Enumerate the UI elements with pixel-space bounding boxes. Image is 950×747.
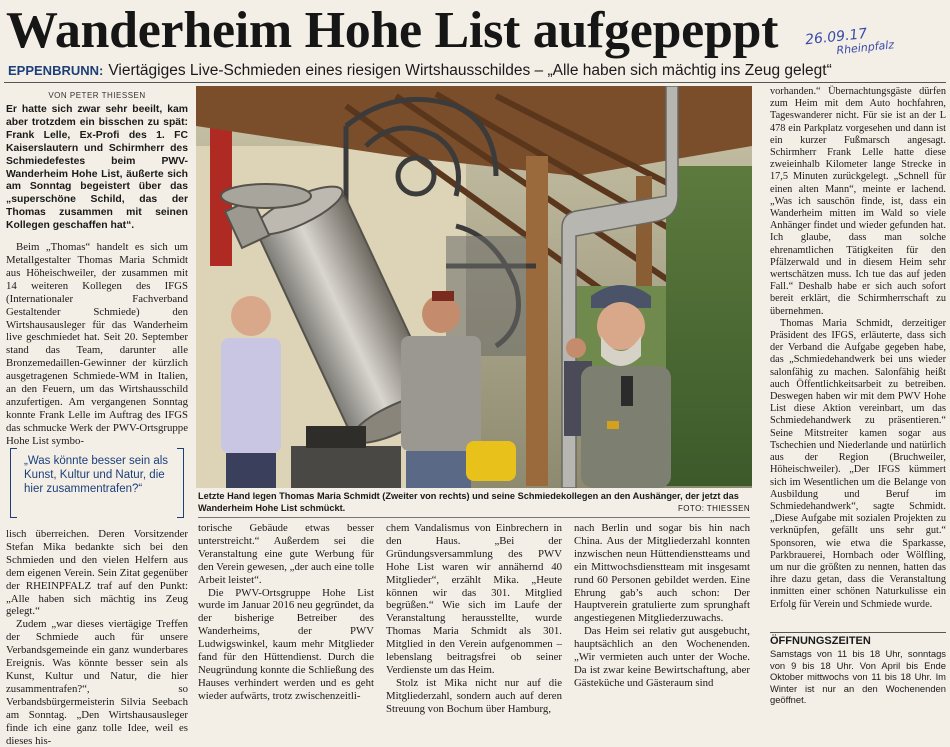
- paragraph: Zudem „war dieses viertägige Treffen der Schmiede auch für unsere Verbandsgemeinde ein ganz wunderbares Ereignis. Was könnte besser sein als Kunst, Kultur und Natur, die hier zusammentrafen?“, so Verbandsbürgermeisterin Silvia Seebach am Sonntag. „Den Wirtshausausleger finde ich eine ganz tolle Idee, weil es dieses his-: [6, 618, 188, 747]
- handwritten-source: Rheinpfalz: [835, 38, 895, 58]
- column-3: [386, 522, 562, 716]
- header-rule: [4, 82, 946, 83]
- headline: Wanderheim Hohe List aufgepeppt: [6, 2, 779, 59]
- quote-bracket-right: [177, 448, 184, 518]
- paragraph: Stolz ist Mika nicht nur auf die Mitgliederzahl, sondern auch auf deren Streuung von Bochum über Hamburg,: [386, 676, 562, 715]
- photo-credit: FOTO: THIESSEN: [678, 503, 750, 513]
- column-4: [574, 522, 750, 690]
- paragraph: Thomas Maria Schmidt, derzeitiger Präsident des IFGS, erläuterte, dass sich der Verband die Aufgabe gegeben habe, das „Schmiedehandwerk bei uns wieder salonfähig zu machen. Salonfähig heißt auch Öffentlichkeitsarbeit zu betreiben. Deswegen haben wir mit dem PWV Hohe List diese Aktion vereinbart, um das Schmiedehandwerk zu präsentieren.“ Seine Mitstreiter kamen sogar aus Tschechien und Niederlande und natürlich aus der Region (Bruchweiler, Höheischweiler). „Der IFGS kümmert sich im Wesentlichen um die Belange von Ausbildung und Beruf im Schmiedehandwerk“, sagte Schmidt. „Diese Aufgabe mit sozialen Projekten zu verknüpfen, gefällt uns sehr gut.“ Sponsoren, wie etwa die Sparkasse, Parkbrauerei, Hornbach oder Wölfling, um nur die größten zu nennen, hatten das ihre dazu getan, dass die Veranstaltung inmitten einer schönen Naturkulisse ein Erfolg für Verein und Schmiede wurde.: [770, 317, 946, 610]
- handwritten-date: 26.09.17: [804, 25, 869, 49]
- paragraph: nach Berlin und sogar bis hin nach China. Aus der Mitgliederzahl konnten inzwischen neun Hüttendienstteams und ein Mittwochsdienstteam mit insgesamt rund 60 Personen gebildet werden. Eine Ehrung gab’s auch schon: Der Hauptverein gratulierte zum sprunghaft angestiegenen Mitgliederzuwachs.: [574, 522, 750, 625]
- caption-rule: [198, 517, 750, 518]
- paragraph: Das Heim sei relativ gut ausgebucht, hauptsächlich an den Wochenenden. „Wir vermieten auch unter der Woche. Da ist zwar keine Bewirtschaftung, aber Gästeküche und Gästeraum sind: [574, 625, 750, 689]
- pull-quote-text: „Was könnte besser sein als Kunst, Kultur und Natur, die hier zusammentrafen?“: [24, 455, 169, 495]
- pull-quote: [6, 448, 188, 520]
- article-photo: [196, 86, 752, 488]
- column-1-bottom: [6, 528, 188, 747]
- byline: VON PETER THIESSEN: [48, 91, 146, 100]
- paragraph: lisch überreichen. Deren Vorsitzender Stefan Mika bedankte sich bei den Schmieden und den vielen Helfern aus dem eigenen Verein. Sein Zitat gegenüber der RHEINPFALZ traf auf den Punkt: „Alle haben sich mächtig ins Zeug gelegt.“: [6, 528, 188, 618]
- info-box-text: Samstags von 11 bis 18 Uhr, sonntags von 9 bis 18 Uhr. Von April bis Ende Oktober mittwochs von 11 bis 18 Uhr. Im Winter ist nur an den Wochenenden geöffnet.: [770, 648, 946, 706]
- paragraph: vorhanden.“ Übernachtungsgäste dürfen zum Heim mit dem Auto hochfahren, Tageswanderer nicht. Für sie ist an der L 478 ein Parkplatz vorgesehen und dann ist ein kurzer Fußmarsch angesagt. Schirmherr Frank Lelle hatte diese zweieinhalb Kilometer lange Strecke in 17,5 Minuten zurückgelegt. „Schnell für einen alten Mann“, meinte er lachend. „Was ich sauschön finde, ist, dass ein Wanderheim mitten im Wald so viele Anhänger findet und wieder gefunden hat. Ich glaube, dass man solche ehrenamtlichen Tätigkeiten für den Pfälzerwald und in diesem Heim sehr wertschätzen muss. Ich tue das auf jeden Fall.“ Deshalb habe er sich auch sofort bereit erklärt, die Schirmherrschaft zu übernehmen.: [770, 86, 946, 317]
- paragraph: torische Gebäude etwas besser unterstreicht.“ Außerdem sei die Veranstaltung eine gute Werbung für den Verein gewesen, „der auch eine tolle Arbeit leistet“.: [198, 522, 374, 586]
- info-box-title: ÖFFNUNGSZEITEN: [770, 632, 946, 648]
- location-tag: EPPENBRUNN:: [8, 63, 104, 78]
- caption-text: Letzte Hand legen Thomas Maria Schmidt (Zweiter von rechts) und seine Schmiedekollegen an den Aushänger, der jetzt das Wanderheim Hohe List schmückt.: [198, 491, 739, 513]
- column-2: [198, 522, 374, 703]
- subheadline: [8, 62, 948, 80]
- subheadline-text: Viertägiges Live-Schmieden eines riesigen Wirtshausschildes – „Alle haben sich mächtig ins Zeug gelegt“: [108, 62, 832, 79]
- column-5: [770, 86, 946, 611]
- paragraph: Beim „Thomas“ handelt es sich um Metallgestalter Thomas Maria Schmidt aus Höheischweiler, der zusammen mit 14 weiteren Kollegen des IFGS (Internationaler Fachverband Gestaltender Schmiede) den Wirtshausausleger für das Wanderheim live geschmiedet hat. Seit 20. September stand das Team, darunter alle Bronzemedaillen-Gewinner der kürzlich ausgetragenen Schmiede-WM in Italien, an den Feuern, um das Wirtshausschild anzufertigen. Am vergangenen Sonntag konnte Frank Lelle im Auftrag des IFGS das schmucke Werk der PWV-Ortsgruppe Hohe List symbo-: [6, 241, 188, 447]
- paragraph: chem Vandalismus von Einbrechern in den Haus. „Bei der Gründungsversammlung des PWV Hohe List waren wir annähernd 40 Mitglieder“, erzählt Mika. „Heute können wir das 301. Mitglied begrüßen.“ Wie sich im Laufe der Veranstaltung herausstellte, wurde Thomas Maria Schmidt als 301. Mitglied in den Verein aufgenommen – lebenslang beitragsfrei ob seiner Verdienste um das Heim.: [386, 522, 562, 676]
- lead-paragraph: Er hatte sich zwar sehr beeilt, kam aber trotzdem ein bisschen zu spät: Frank Lelle, Ex-Profi des 1. FC Kaiserslautern und Schirmherr des Schmiedefestes beim PWV-Wanderheim Hohe List, äußerte sich am Sonntag begeistert über das „superschöne Schild, das der Thomas zusammen mit seinen Kollegen geschaffen hat“.: [6, 104, 188, 232]
- paragraph: Die PWV-Ortsgruppe Hohe List wurde im Januar 2016 neu gegründet, da der bisherige Betreiber des Wanderheims, der PWV Ludwigswinkel, kaum mehr Mitglieder fand für den Hüttendienst. Durch die Neugründung konnte die Schließung des Hauses verhindert werden und es geht wieder aufwärts, trotz zwischenzeitli-: [198, 586, 374, 702]
- blacksmiths-photo-illustration: [196, 86, 752, 488]
- quote-bracket-left: [10, 448, 17, 518]
- photo-caption: [198, 491, 750, 514]
- column-1-top: [6, 104, 188, 448]
